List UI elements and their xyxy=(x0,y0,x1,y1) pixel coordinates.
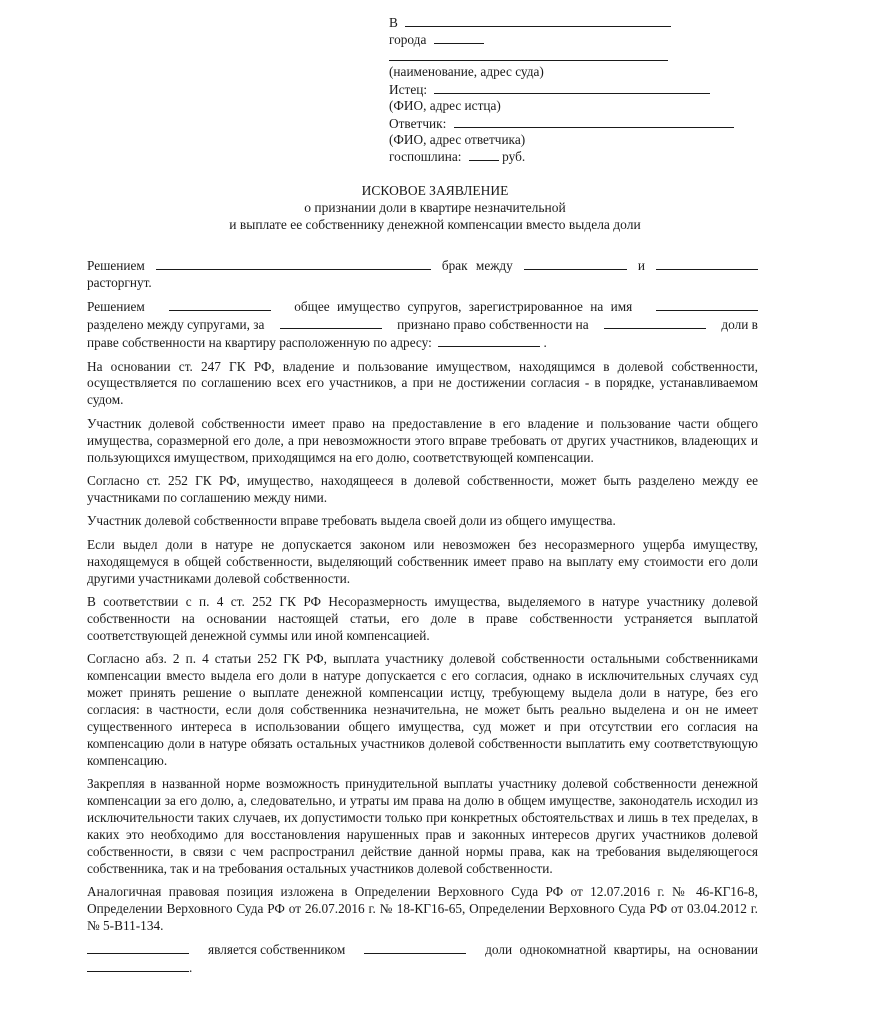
fee-field[interactable] xyxy=(469,148,499,161)
text-address: праве собственности на квартиру расположенную по адресу: xyxy=(87,335,432,351)
title-main: ИСКОВОЕ ЗАЯВЛЕНИЕ xyxy=(361,183,509,198)
plaintiff-line xyxy=(389,81,749,98)
document-body xyxy=(87,257,758,983)
fee-unit: руб. xyxy=(502,149,526,165)
text-decision: Решением xyxy=(87,258,145,273)
plaintiff-caption: (ФИО, адрес истца) xyxy=(389,97,501,113)
text-marriage-between: брак между xyxy=(441,258,513,273)
paragraph-participant-rights: Участник долевой собственности имеет право на предоставление в его владение и пользование части общего имущества, соразмерной его доле, а при невозможности этого вправе требовать от других участников, владеющих и пользующихся имуществом, приходящимся на его долю, соответствующей компенсации. xyxy=(87,415,758,465)
city-line xyxy=(389,31,749,48)
text-common-property: общее имущество супругов, зарегистрированное на имя xyxy=(294,299,633,315)
text-divided: разделено между супругами, за xyxy=(87,317,265,333)
owned-share-field[interactable] xyxy=(364,941,466,954)
paragraph-divorce xyxy=(87,257,758,292)
court-address-line xyxy=(389,48,749,65)
text-decision-2: Решением xyxy=(87,299,145,315)
defendant-label: Ответчик: xyxy=(389,115,447,131)
text-one-room-apartment: доли однокомнатной квартиры, на основании xyxy=(485,942,758,958)
share-field[interactable] xyxy=(604,316,706,329)
text-period-end: . xyxy=(189,960,193,976)
plaintiff-label: Истец: xyxy=(389,82,428,98)
spouse2-field[interactable] xyxy=(656,257,758,270)
paragraph-supreme-court: Аналогичная правовая позиция изложена в Определении Верховного Суда РФ от 12.07.2016 г. № 46-КГ16-8, Определении Верховного Суда РФ от 26.07.2016 г. № 18-КГ16-65, Определении Верховного Суда РФ от 03.04.2012 г. № 5-В11-134. xyxy=(87,883,758,933)
paragraph-share-allocation: Участник долевой собственности вправе требовать выдела своей доли из общего имущества. xyxy=(87,513,616,529)
paragraph-allocation-impossible: Если выдел доли в натуре не допускается законом или невозможен без несоразмерного ущерба имуществу, находящемуся в общей собственности, выделяющий собственник имеет право на выплату ему стоимости его доли другими участниками долевой собственности. xyxy=(87,536,758,586)
city-field[interactable] xyxy=(434,31,484,44)
paragraph-compensation: Согласно абз. 2 п. 4 статьи 252 ГК РФ, выплата участнику долевой собственности остальными собственниками компенсации вместо выдела его доли в натуре допускается с его согласия, однако в исключительных случаях суд может принять решение о выплате денежной компенсации истцу, требующему выдела доли в натуре, без его согласия: в частности, если доля собственника незначительна, не может быть реально выделена и он не имеет существенного интереса в использовании общего имущества, суд может и при отсутствии его согласия на компенсацию доли в натуре обязать остальных участников долевой собственности выплатить ему соответствующую компенсацию. xyxy=(87,651,758,768)
paragraph-property-division xyxy=(87,298,758,352)
owner-name-field[interactable] xyxy=(656,298,758,311)
court-name-field[interactable] xyxy=(405,14,671,27)
decision2-field[interactable] xyxy=(169,298,271,311)
decision-field[interactable] xyxy=(156,257,431,270)
defendant-field[interactable] xyxy=(454,115,734,128)
basis-field[interactable] xyxy=(87,959,189,972)
text-ownership-right: признано право собственности на xyxy=(397,317,589,333)
spouse1-field[interactable] xyxy=(524,257,627,270)
title-subtitle-2: и выплате ее собственнику денежной компенсации вместо выдела доли xyxy=(229,217,641,232)
city-label: города xyxy=(389,31,427,47)
text-share-in: доли в xyxy=(721,317,758,333)
fee-line xyxy=(389,148,749,165)
text-period: . xyxy=(543,335,547,351)
title-subtitle-1: о признании доли в квартире незначительной xyxy=(304,200,566,215)
text-and: и xyxy=(637,258,645,273)
defendant-caption: (ФИО, адрес ответчика) xyxy=(389,131,526,147)
paragraph-art252: Согласно ст. 252 ГК РФ, имущество, находящееся в долевой собственности, может быть разделено между ее участниками по соглашению между ними. xyxy=(87,472,758,505)
paragraph-art247: На основании ст. 247 ГК РФ, владение и пользование имуществом, находящимся в долевой собственности, осуществляется по соглашению всех его участников, а при не достижении согласия - в порядке, устанавливаемом судом. xyxy=(87,358,758,408)
defendant-line xyxy=(389,115,749,132)
text-dissolved: расторгнут. xyxy=(87,274,152,290)
court-caption: (наименование, адрес суда) xyxy=(389,64,544,80)
text-is-owner: является собственником xyxy=(207,942,346,958)
fee-label: госпошлина: xyxy=(389,149,462,165)
document-title xyxy=(0,182,870,233)
court-to-prefix: В xyxy=(389,15,398,30)
court-header xyxy=(389,14,749,165)
recipient-field[interactable] xyxy=(280,316,382,329)
paragraph-legislator-intent: Закрепляя в названной норме возможность принудительной выплаты участнику долевой собственности денежной компенсации за его долю, а, следовательно, и утраты им права на долю в общем имуществе, законодатель исходил из исключительности таких случаев, их допустимости только при конкретных обстоятельствах и лишь в тех пределах, в каких это необходимо для восстановления нарушенных прав и законных интересов других участников долевой собственности, в связи с чем распространил действие данной нормы права, как на требования выделяющегося собственника, так и на требования остальных участников долевой собственности. xyxy=(87,775,758,876)
court-address-field[interactable] xyxy=(389,48,668,61)
plaintiff-field[interactable] xyxy=(434,81,710,94)
address-field[interactable] xyxy=(438,334,540,347)
paragraph-art252-p4: В соответствии с п. 4 ст. 252 ГК РФ Несоразмерность имущества, выделяемого в натуре участнику долевой собственности на основании настоящей статьи, его доле в праве собственности устраняется выплатой соответствующей денежной суммы или иной компенсацией. xyxy=(87,593,758,643)
paragraph-ownership xyxy=(87,941,758,977)
court-to-line xyxy=(389,14,749,31)
owner-field[interactable] xyxy=(87,941,189,954)
